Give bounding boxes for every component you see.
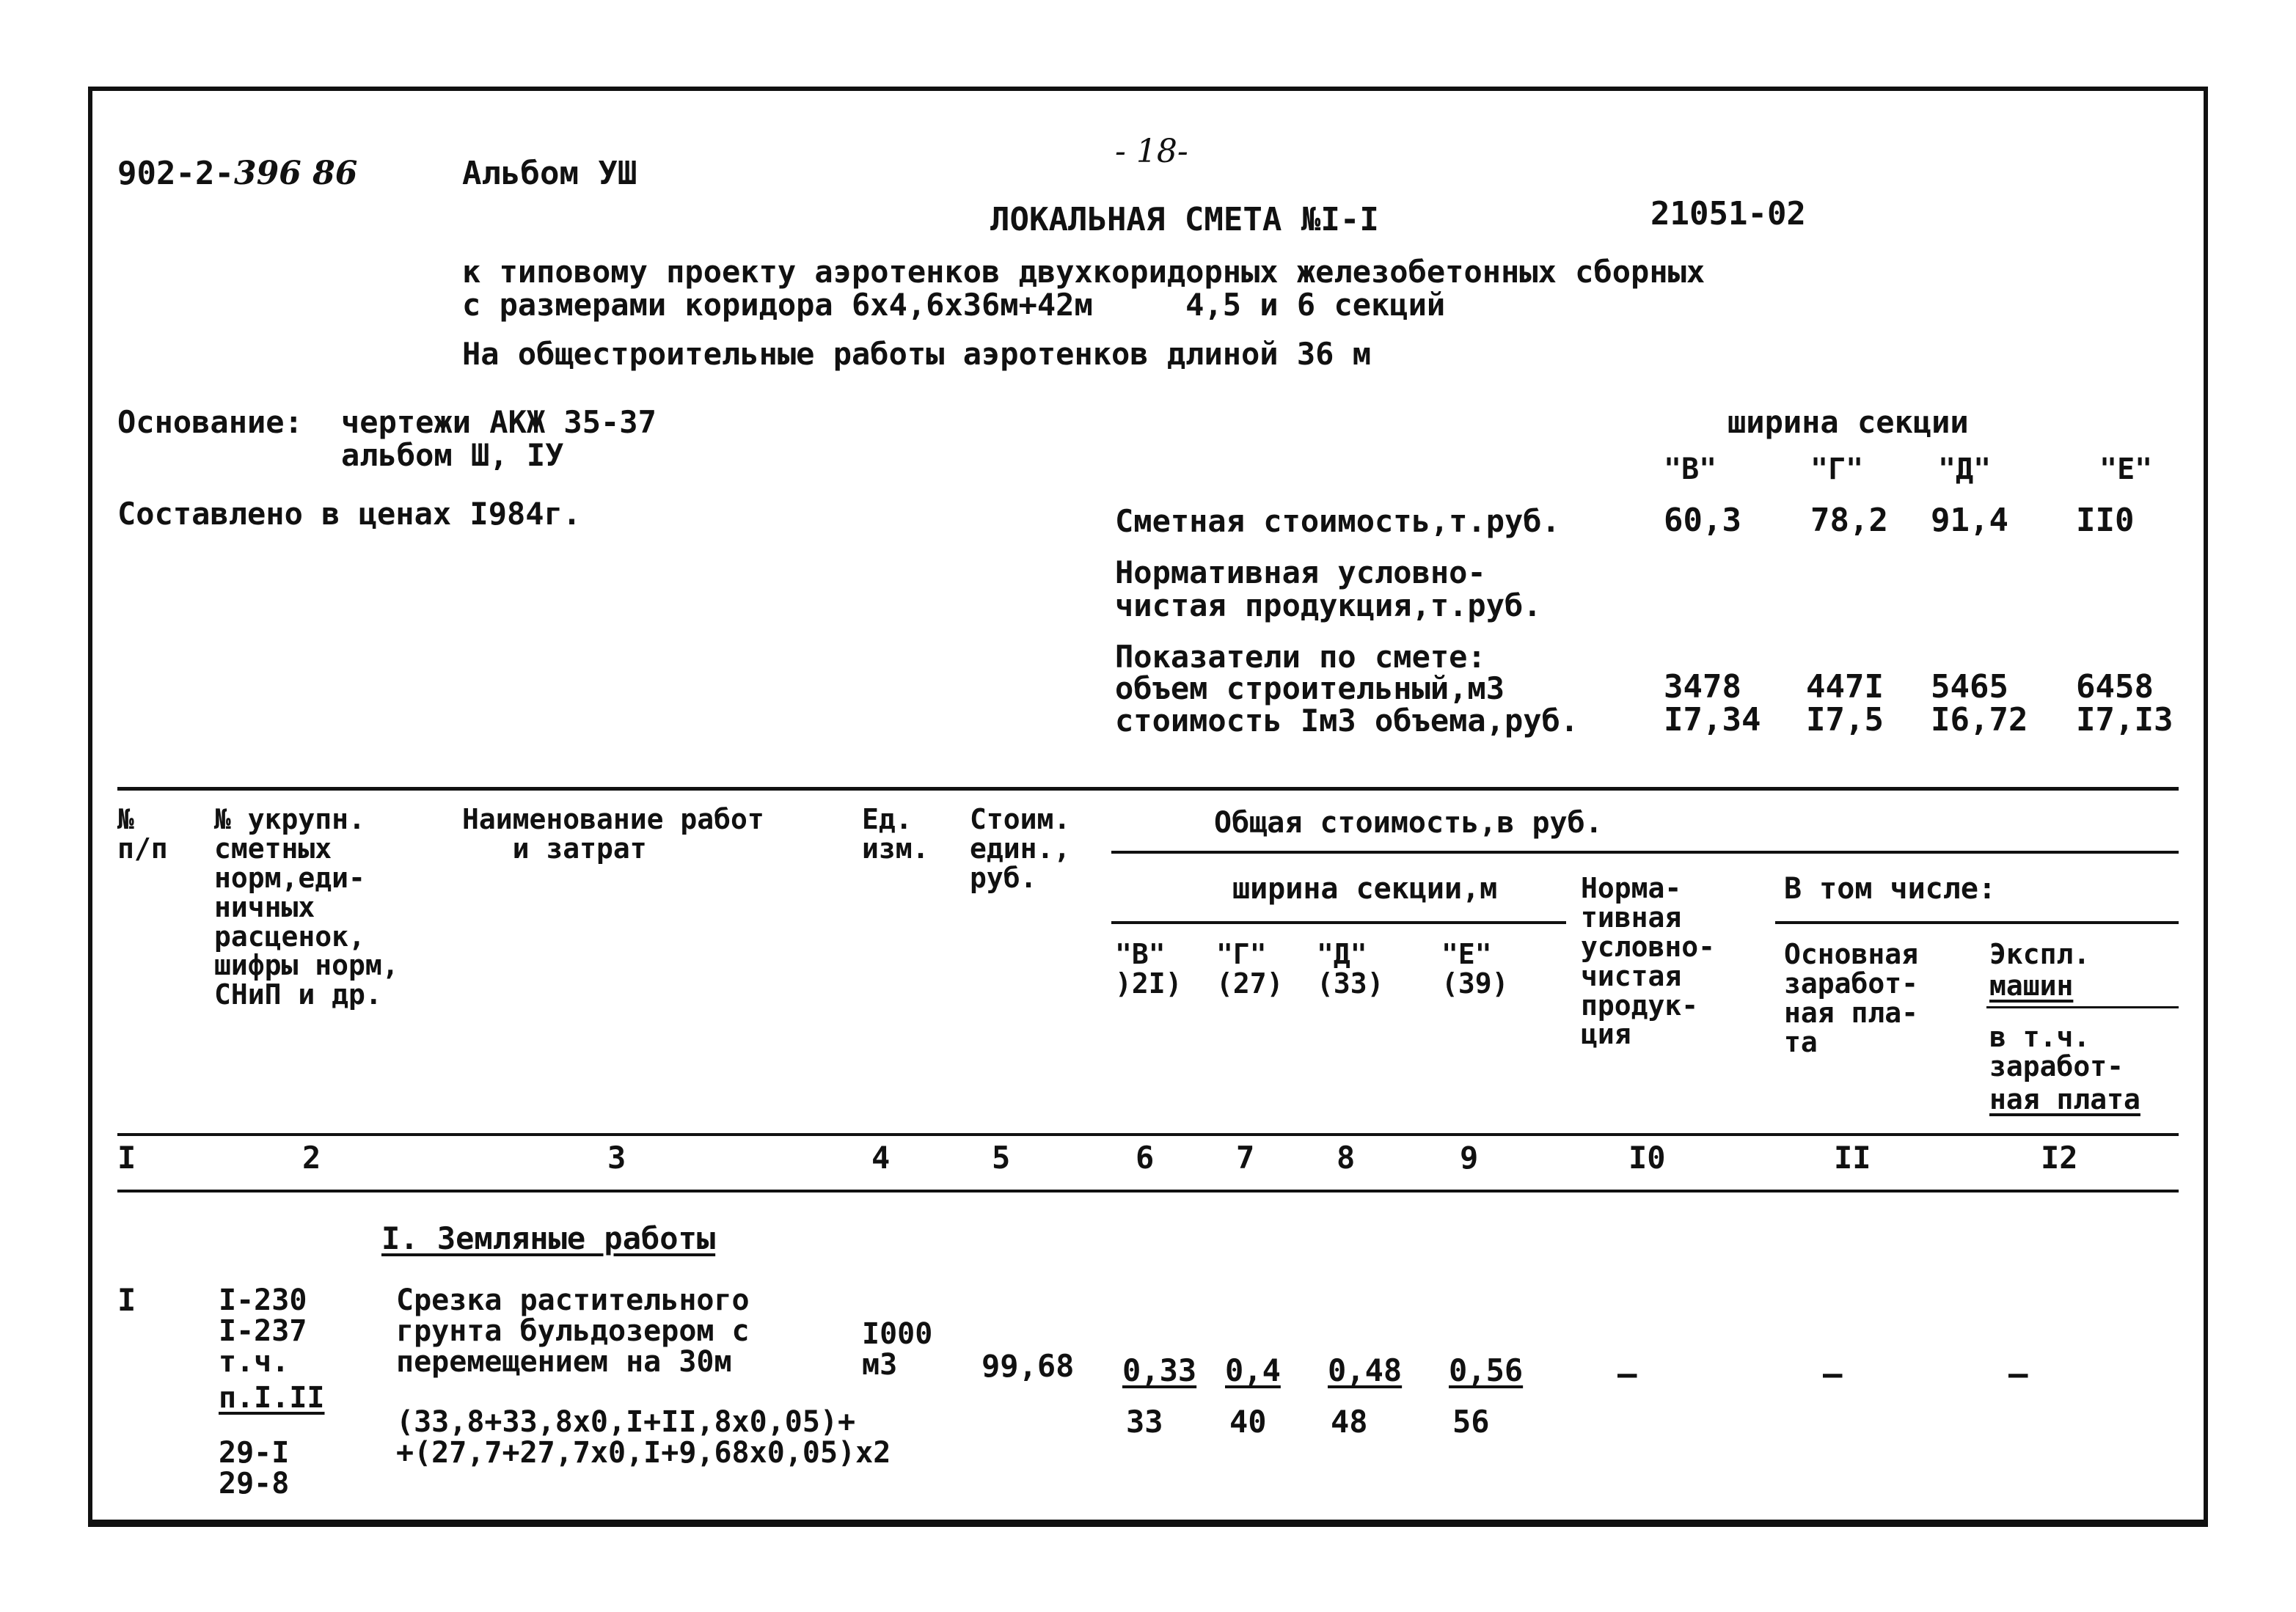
row-wage-dash: – — [1823, 1355, 1843, 1393]
row-value-d: 0,48 — [1328, 1352, 1403, 1388]
col-header-total: Общая стоимость,в руб. — [1214, 806, 1603, 840]
row-value-b: 0,33 — [1122, 1352, 1197, 1388]
unit-cost-b: I7,34 — [1664, 701, 1761, 739]
unit-cost-label: стоимость Iм3 объема,руб. — [1115, 703, 1579, 739]
row-work-name: Срезка растительного грунта бульдозером с перемещением на 30м — [396, 1283, 750, 1379]
doc-code-printed: 902-2- — [117, 155, 234, 192]
col-number-12: I2 — [2041, 1140, 2078, 1176]
unit-cost-e: I7,I3 — [2076, 701, 2173, 739]
total-cost-rule — [1111, 851, 2179, 854]
cost-d: 91,4 — [1931, 502, 2008, 539]
basis-drawings: чертежи АКЖ 35-37 — [341, 404, 657, 440]
col-header-machine-wage: в т.ч. заработ- — [1989, 1021, 2124, 1082]
col-number-2: 2 — [302, 1140, 321, 1176]
col-header-norms: № укрупн. сметных норм,еди- ничных расценок, шифры норм, СНиП и др. — [214, 803, 399, 1011]
basis-label: Основание: — [117, 404, 303, 440]
unit-cost-g: I7,5 — [1806, 701, 1884, 739]
cost-b: 60,3 — [1664, 502, 1741, 539]
unit-cost-d: I6,72 — [1931, 701, 2028, 739]
col-number-4: 4 — [871, 1140, 891, 1176]
col-header-g: "Г" (27) — [1216, 938, 1284, 1000]
volume-b: 3478 — [1664, 668, 1741, 706]
col-number-8: 8 — [1337, 1140, 1356, 1176]
row-norm-codes-2: 29-I 29-8 — [219, 1436, 290, 1501]
col-header-name: Наименование работ и затрат — [462, 803, 764, 865]
section-b-label: "В" — [1664, 453, 1717, 486]
col-number-9: 9 — [1460, 1140, 1479, 1176]
norm-product-label-1: Нормативная условно- — [1115, 554, 1486, 590]
subtitle-line-2: с размерами коридора 6х4,6х36м+42м 4,5 и 6 секций — [462, 287, 1446, 323]
section-g-label: "Г" — [1810, 453, 1864, 486]
section-e-label: "Е" — [2099, 453, 2153, 486]
col-number-6: 6 — [1136, 1140, 1155, 1176]
basis-album: альбом Ш, ІУ — [341, 437, 564, 473]
row-norm-product-dash: – — [1617, 1355, 1637, 1393]
col-header-machines: Экспл. — [1989, 938, 2091, 970]
table-top-rule — [117, 787, 2179, 791]
document-title: ЛОКАЛЬНАЯ СМЕТА №I-I — [990, 201, 1379, 238]
col-header-machines-underlined: машин — [1989, 970, 2074, 1002]
col-header-including: В том числе: — [1784, 872, 1996, 906]
page-number: - 18- — [1115, 133, 1188, 170]
cost-g: 78,2 — [1810, 502, 1888, 539]
prices-note: Составлено в ценах I984г. — [117, 496, 582, 532]
col-number-10: I0 — [1628, 1140, 1666, 1176]
col-numbers-rule — [117, 1190, 2179, 1192]
col-header-no: № п/п — [117, 803, 168, 865]
stamp-number: 21051-02 — [1650, 195, 1806, 232]
cost-e: II0 — [2076, 502, 2135, 539]
row-qty-b: 33 — [1126, 1404, 1163, 1440]
norm-product-label-2: чистая продукция,т.руб. — [1115, 587, 1542, 623]
volume-label: объем строительный,м3 — [1115, 670, 1505, 706]
col-header-e: "Е" (39) — [1441, 938, 1509, 1000]
section-width-rule — [1111, 921, 1566, 924]
indicators-label: Показатели по смете: — [1115, 639, 1486, 675]
row-machines-dash: – — [2008, 1355, 2028, 1393]
doc-code-handwritten: 396 86 — [233, 155, 358, 192]
col-number-5: 5 — [992, 1140, 1011, 1176]
col-number-3: 3 — [607, 1140, 626, 1176]
col-header-price: Стоим. един., руб. — [970, 803, 1071, 894]
subtitle-line-1: к типовому проекту аэротенков двухкоридорных железобетонных сборных — [462, 254, 1705, 290]
doc-code — [117, 155, 358, 192]
row-qty-e: 56 — [1452, 1404, 1490, 1440]
volume-e: 6458 — [2076, 668, 2154, 706]
machines-rule — [1986, 1006, 2179, 1008]
col-number-1: I — [117, 1140, 136, 1176]
row-formula: (33,8+33,8х0,I+II,8х0,05)+ +(27,7+27,7х0,I+9,68х0,05)х2 — [396, 1405, 891, 1470]
album-label: Альбом УШ — [462, 155, 637, 192]
row-unit-price: 99,68 — [981, 1348, 1075, 1384]
row-number: I — [117, 1282, 136, 1318]
row-qty-d: 48 — [1331, 1404, 1368, 1440]
col-number-7: 7 — [1236, 1140, 1255, 1176]
row-unit: I000 м3 — [862, 1317, 933, 1382]
row-norm-clause: п.I.II — [219, 1381, 325, 1415]
col-header-wage: Основная заработ- ная пла- та — [1784, 938, 1919, 1058]
subtitle-line-3: На общестроительные работы аэротенков длиной 36 м — [462, 336, 1372, 372]
including-rule — [1775, 921, 2179, 924]
section-d-label: "Д" — [1938, 453, 1992, 486]
estimated-cost-label: Сметная стоимость,т.руб. — [1115, 503, 1560, 539]
volume-g: 447I — [1806, 668, 1884, 706]
col-header-machine-wage-underlined: ная плата — [1989, 1083, 2140, 1115]
row-value-e: 0,56 — [1449, 1352, 1524, 1388]
header-bottom-rule — [117, 1133, 2179, 1136]
section-title: I. Земляные работы — [381, 1220, 716, 1256]
row-qty-g: 40 — [1229, 1404, 1267, 1440]
col-number-11: II — [1834, 1140, 1871, 1176]
col-header-b: "В" )2I) — [1115, 938, 1182, 1000]
col-header-unit: Ед. изм. — [862, 803, 929, 865]
volume-d: 5465 — [1931, 668, 2008, 706]
row-value-g: 0,4 — [1225, 1352, 1281, 1388]
section-width-header: ширина секции — [1728, 404, 1969, 440]
col-header-d: "Д" (33) — [1317, 938, 1384, 1000]
row-norm-codes: I-230 I-237 т.ч. — [219, 1283, 307, 1379]
col-header-norm-product: Норма- тивная условно- чистая продук- ция — [1581, 872, 1716, 1051]
col-header-width: ширина секции,м — [1232, 872, 1498, 906]
